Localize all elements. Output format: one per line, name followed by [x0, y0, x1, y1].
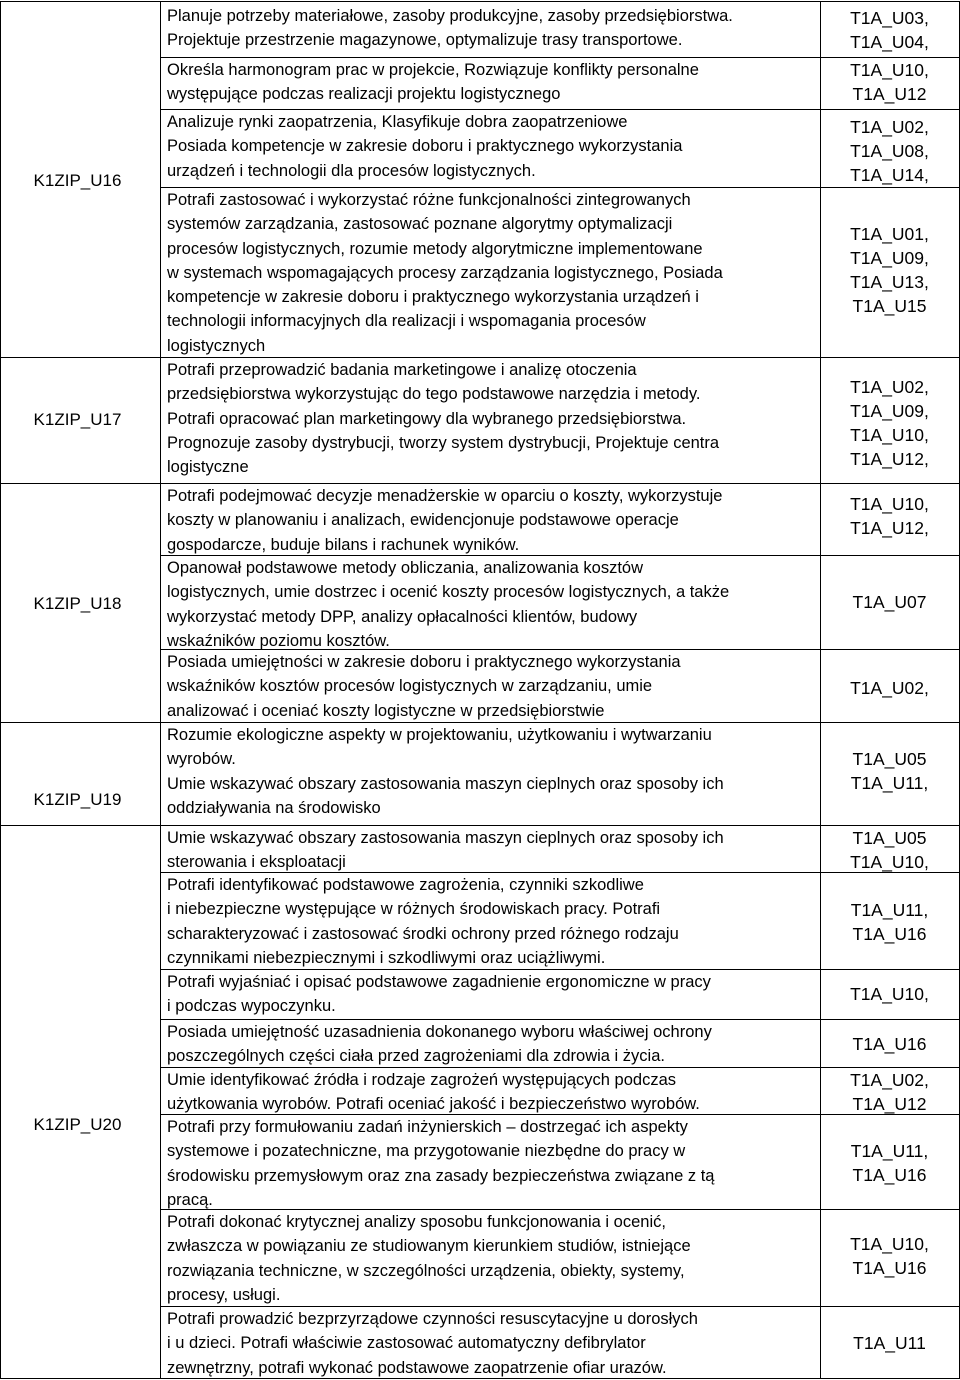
effect-code: T1A_U01,	[850, 224, 929, 244]
description-cell	[167, 1068, 817, 1117]
description-cell	[167, 1115, 817, 1212]
description-line: wskaźników kosztów procesów logistycznych w zarządzaniu, umie	[167, 677, 653, 696]
row-divider	[0, 357, 161, 358]
description-line: Umie wskazywać obszary zastosowania maszyn cieplnych oraz sposoby ich	[167, 829, 724, 847]
description-line: Rozumie ekologiczne aspekty w projektowaniu, użytkowaniu i wytwarzaniu	[167, 726, 712, 744]
code-cell: K1ZIP_U16	[33, 171, 122, 190]
description-line: Umie wskazywać obszary zastosowania maszyn cieplnych oraz sposoby ich	[167, 774, 724, 793]
effect-code: T1A_U02,	[850, 678, 929, 698]
description-cell	[167, 484, 817, 557]
effect-code: T1A_U08,	[850, 141, 929, 161]
description-line: i podczas wypoczynku.	[167, 997, 336, 1016]
row-divider	[0, 1, 960, 2]
effect-cell	[822, 1032, 957, 1056]
description-line: Posiada kompetencje w zakresie doboru i praktycznego wykorzystania	[167, 137, 683, 156]
description-line: wyrobów.	[167, 750, 236, 769]
description-line: Potrafi opracować plan marketingowy dla wybranego przedsiębiorstwa.	[167, 409, 687, 428]
row-divider	[0, 825, 161, 826]
effect-code: T1A_U04,	[850, 32, 929, 52]
description-line: gospodarcze, buduje bilans i rachunek wyników.	[167, 535, 520, 554]
code-cell: K1ZIP_U18	[33, 594, 122, 613]
description-line: występujące podczas realizacji projektu logistycznego	[167, 85, 561, 104]
description-line: Określa harmonogram prac w projekcie, Rozwiązuje konflikty personalne	[167, 61, 699, 79]
description-line: Projektuje przestrzenie magazynowe, optymalizuje trasy transportowe.	[167, 31, 683, 50]
effect-code: T1A_U02,	[850, 1070, 929, 1090]
description-cell	[167, 1020, 817, 1069]
effect-code: T1A_U11	[853, 1333, 926, 1353]
description-line: systemów zarządzania, zastosować poznane algorytmy optymalizacji	[167, 215, 673, 234]
effect-code: T1A_U10,	[850, 494, 929, 514]
description-line: wskaźników poziomu kosztów.	[167, 631, 390, 650]
description-line: zwłaszcza w powiązaniu ze studiowanym kierunkiem studiów, istniejące	[167, 1237, 691, 1256]
effect-code: T1A_U16	[852, 924, 927, 944]
effect-code: T1A_U10,	[850, 425, 929, 445]
effect-code: T1A_U14,	[850, 165, 929, 185]
description-cell	[167, 4, 817, 53]
description-line: logistyczne	[167, 458, 249, 477]
description-line: Planuje potrzeby materiałowe, zasoby produkcyjne, zasoby przedsiębiorstwa.	[167, 7, 733, 25]
description-line: kompetencje w zakresie doboru i praktycznego wykorzystania urządzeń i	[167, 288, 699, 307]
description-line: i niebezpieczne występujące w różnych środowiskach pracy. Potrafi	[167, 900, 661, 919]
description-cell	[167, 358, 817, 479]
description-line: w systemach wspomagających procesy zarządzania logistycznego, Posiada	[167, 263, 723, 282]
description-line: przedsiębiorstwa wykorzystując do tego podstawowe narzędzia i metody.	[167, 385, 701, 404]
description-cell	[167, 58, 817, 107]
description-line: Potrafi prowadzić bezprzyrządowe czynności resuscytacyjne u dorosłych	[167, 1310, 698, 1328]
effect-code: T1A_U11,	[850, 1141, 929, 1161]
description-line: Prognozuje zasoby dystrybucji, tworzy system dystrybucji, Projektuje centra	[167, 433, 720, 452]
description-line: technologii informacyjnych dla realizacji i wspomagania procesów	[167, 312, 646, 331]
description-line: Potrafi dokonać krytycznej analizy sposobu funkcjonowania i ocenić,	[167, 1213, 666, 1231]
column-divider	[160, 1, 161, 1379]
description-line: systemowe i pozatechniczne, ma przygotowanie niezbędne do pracy w	[167, 1142, 686, 1161]
effect-code: T1A_U12	[852, 1094, 927, 1114]
description-cell	[167, 188, 817, 358]
description-line: środowisku przemysłowym oraz zna zasady bezpieczeństwa związane z tą	[167, 1166, 715, 1185]
effect-cell	[822, 1139, 957, 1187]
effect-code: T1A_U02,	[850, 117, 929, 137]
description-line: Umie identyfikować źródła i rodzaje zagrożeń występujących podczas	[167, 1071, 676, 1089]
description-line: wykorzystać metody DPP, analizy opłacalności klientów, budowy	[167, 607, 638, 626]
effect-code: T1A_U11,	[850, 773, 929, 793]
description-line: rozwiązania techniczne, w szczególności urządzenia, obiekty, systemy,	[167, 1261, 685, 1280]
description-line: Potrafi podejmować decyzje menadżerskie w oparciu o koszty, wykorzystuje	[167, 487, 723, 505]
description-line: pracą.	[167, 1190, 213, 1209]
effect-code: T1A_U03,	[850, 8, 929, 28]
effect-code: T1A_U10,	[850, 1234, 929, 1254]
description-line: logistycznych, umie dostrzec i ocenić koszty procesów logistycznych, a także	[167, 583, 730, 602]
description-cell	[167, 1307, 817, 1380]
description-line: Analizuje rynki zaopatrzenia, Klasyfikuje dobra zaopatrzeniowe	[167, 113, 628, 131]
description-line: scharakteryzować i zastosować środki ochrony przed różnego rodzaju	[167, 924, 679, 943]
effect-code: T1A_U13,	[850, 272, 929, 292]
effect-code: T1A_U16	[852, 1034, 927, 1054]
description-line: procesy, usługi.	[167, 1285, 281, 1304]
effect-code: T1A_U07	[852, 592, 927, 612]
code-cell: K1ZIP_U19	[33, 790, 122, 809]
effect-cell	[822, 492, 957, 540]
column-divider	[0, 1, 1, 1379]
description-line: poszczególnych części ciała przed zagrożeniami dla zdrowia i życia.	[167, 1047, 665, 1066]
effect-code: T1A_U16	[852, 1258, 927, 1278]
description-line: analizować i oceniać koszty logistyczne w przedsiębiorstwie	[167, 701, 605, 720]
effect-cell	[822, 1232, 957, 1280]
description-line: Posiada umiejętności w zakresie doboru i praktycznego wykorzystania	[167, 653, 681, 671]
effect-code: T1A_U10,	[850, 984, 929, 1004]
effect-code: T1A_U09,	[850, 248, 929, 268]
effect-code: T1A_U05	[852, 749, 927, 769]
effect-cell	[822, 375, 957, 471]
description-line: zewnętrzny, potrafi wykonać podstawowe zaopatrzenie ofiar urazów.	[167, 1358, 667, 1377]
description-line: oddziaływania na środowisko	[167, 798, 381, 817]
effect-code: T1A_U16	[852, 1165, 927, 1185]
effect-code: T1A_U12,	[850, 449, 929, 469]
description-cell	[167, 110, 817, 183]
effect-code: T1A_U09,	[850, 401, 929, 421]
effect-code: T1A_U12,	[850, 518, 929, 538]
effect-code: T1A_U11,	[850, 900, 929, 920]
column-divider	[820, 1, 821, 1379]
code-cell: K1ZIP_U20	[33, 1115, 122, 1134]
effect-cell	[822, 590, 957, 614]
effect-code: T1A_U05	[852, 828, 927, 848]
description-line: urządzeń i technologii dla procesów logistycznych.	[167, 161, 536, 180]
description-line: i u dzieci. Potrafi właściwie zastosować automatyczny defibrylator	[167, 1334, 646, 1353]
description-cell	[167, 826, 817, 875]
description-line: sterowania i eksploatacji	[167, 853, 346, 872]
row-divider	[0, 483, 161, 484]
effect-code: T1A_U10,	[850, 60, 929, 80]
description-line: Posiada umiejętność uzasadnienia dokonanego wyboru właściwej ochrony	[167, 1023, 712, 1041]
description-line: procesów logistycznych, rozumie metody algorytmiczne implementowane	[167, 239, 703, 258]
effect-cell	[822, 222, 957, 318]
description-line: Potrafi wyjaśniać i opisać podstawowe zagadnienie ergonomiczne w pracy	[167, 973, 711, 991]
effect-code: T1A_U02,	[850, 377, 929, 397]
effect-cell	[822, 676, 957, 700]
effect-cell	[822, 1068, 957, 1116]
description-cell	[167, 650, 817, 723]
description-cell	[167, 556, 817, 653]
effect-cell	[822, 826, 957, 874]
description-cell	[167, 970, 817, 1019]
effect-cell	[822, 58, 957, 106]
description-line: Potrafi identyfikować podstawowe zagrożenia, czynniki szkodliwe	[167, 876, 644, 894]
effect-cell	[822, 982, 957, 1006]
description-line: logistycznych	[167, 336, 266, 355]
effect-cell	[822, 898, 957, 946]
effect-cell	[822, 6, 957, 54]
description-line: Potrafi przeprowadzić badania marketingowe i analizę otoczenia	[167, 361, 637, 379]
code-cell: K1ZIP_U17	[33, 410, 122, 429]
effect-cell	[822, 115, 957, 187]
description-line: Potrafi przy formułowaniu zadań inżynierskich – dostrzegać ich aspekty	[167, 1118, 688, 1136]
description-cell	[167, 1210, 817, 1307]
effect-code: T1A_U15	[852, 296, 927, 316]
description-line: Potrafi zastosować i wykorzystać różne funkcjonalności zintegrowanych	[167, 191, 691, 209]
description-line: Opanował podstawowe metody obliczania, analizowania kosztów	[167, 559, 644, 577]
description-line: czynnikami niebezpiecznymi i szkodliwymi oraz uciążliwymi.	[167, 948, 606, 967]
effect-code: T1A_U12	[852, 84, 927, 104]
description-cell	[167, 873, 817, 970]
row-divider	[0, 722, 161, 723]
description-cell	[167, 723, 817, 820]
description-line: koszty w planowaniu i analizach, ewidencjonuje podstawowe operacje	[167, 511, 679, 530]
effect-cell	[822, 747, 957, 795]
description-line: użytkowania wyrobów. Potrafi oceniać jakość i bezpieczeństwo wyrobów.	[167, 1095, 700, 1114]
effect-cell	[822, 1331, 957, 1355]
effect-code: T1A_U10,	[850, 852, 929, 872]
